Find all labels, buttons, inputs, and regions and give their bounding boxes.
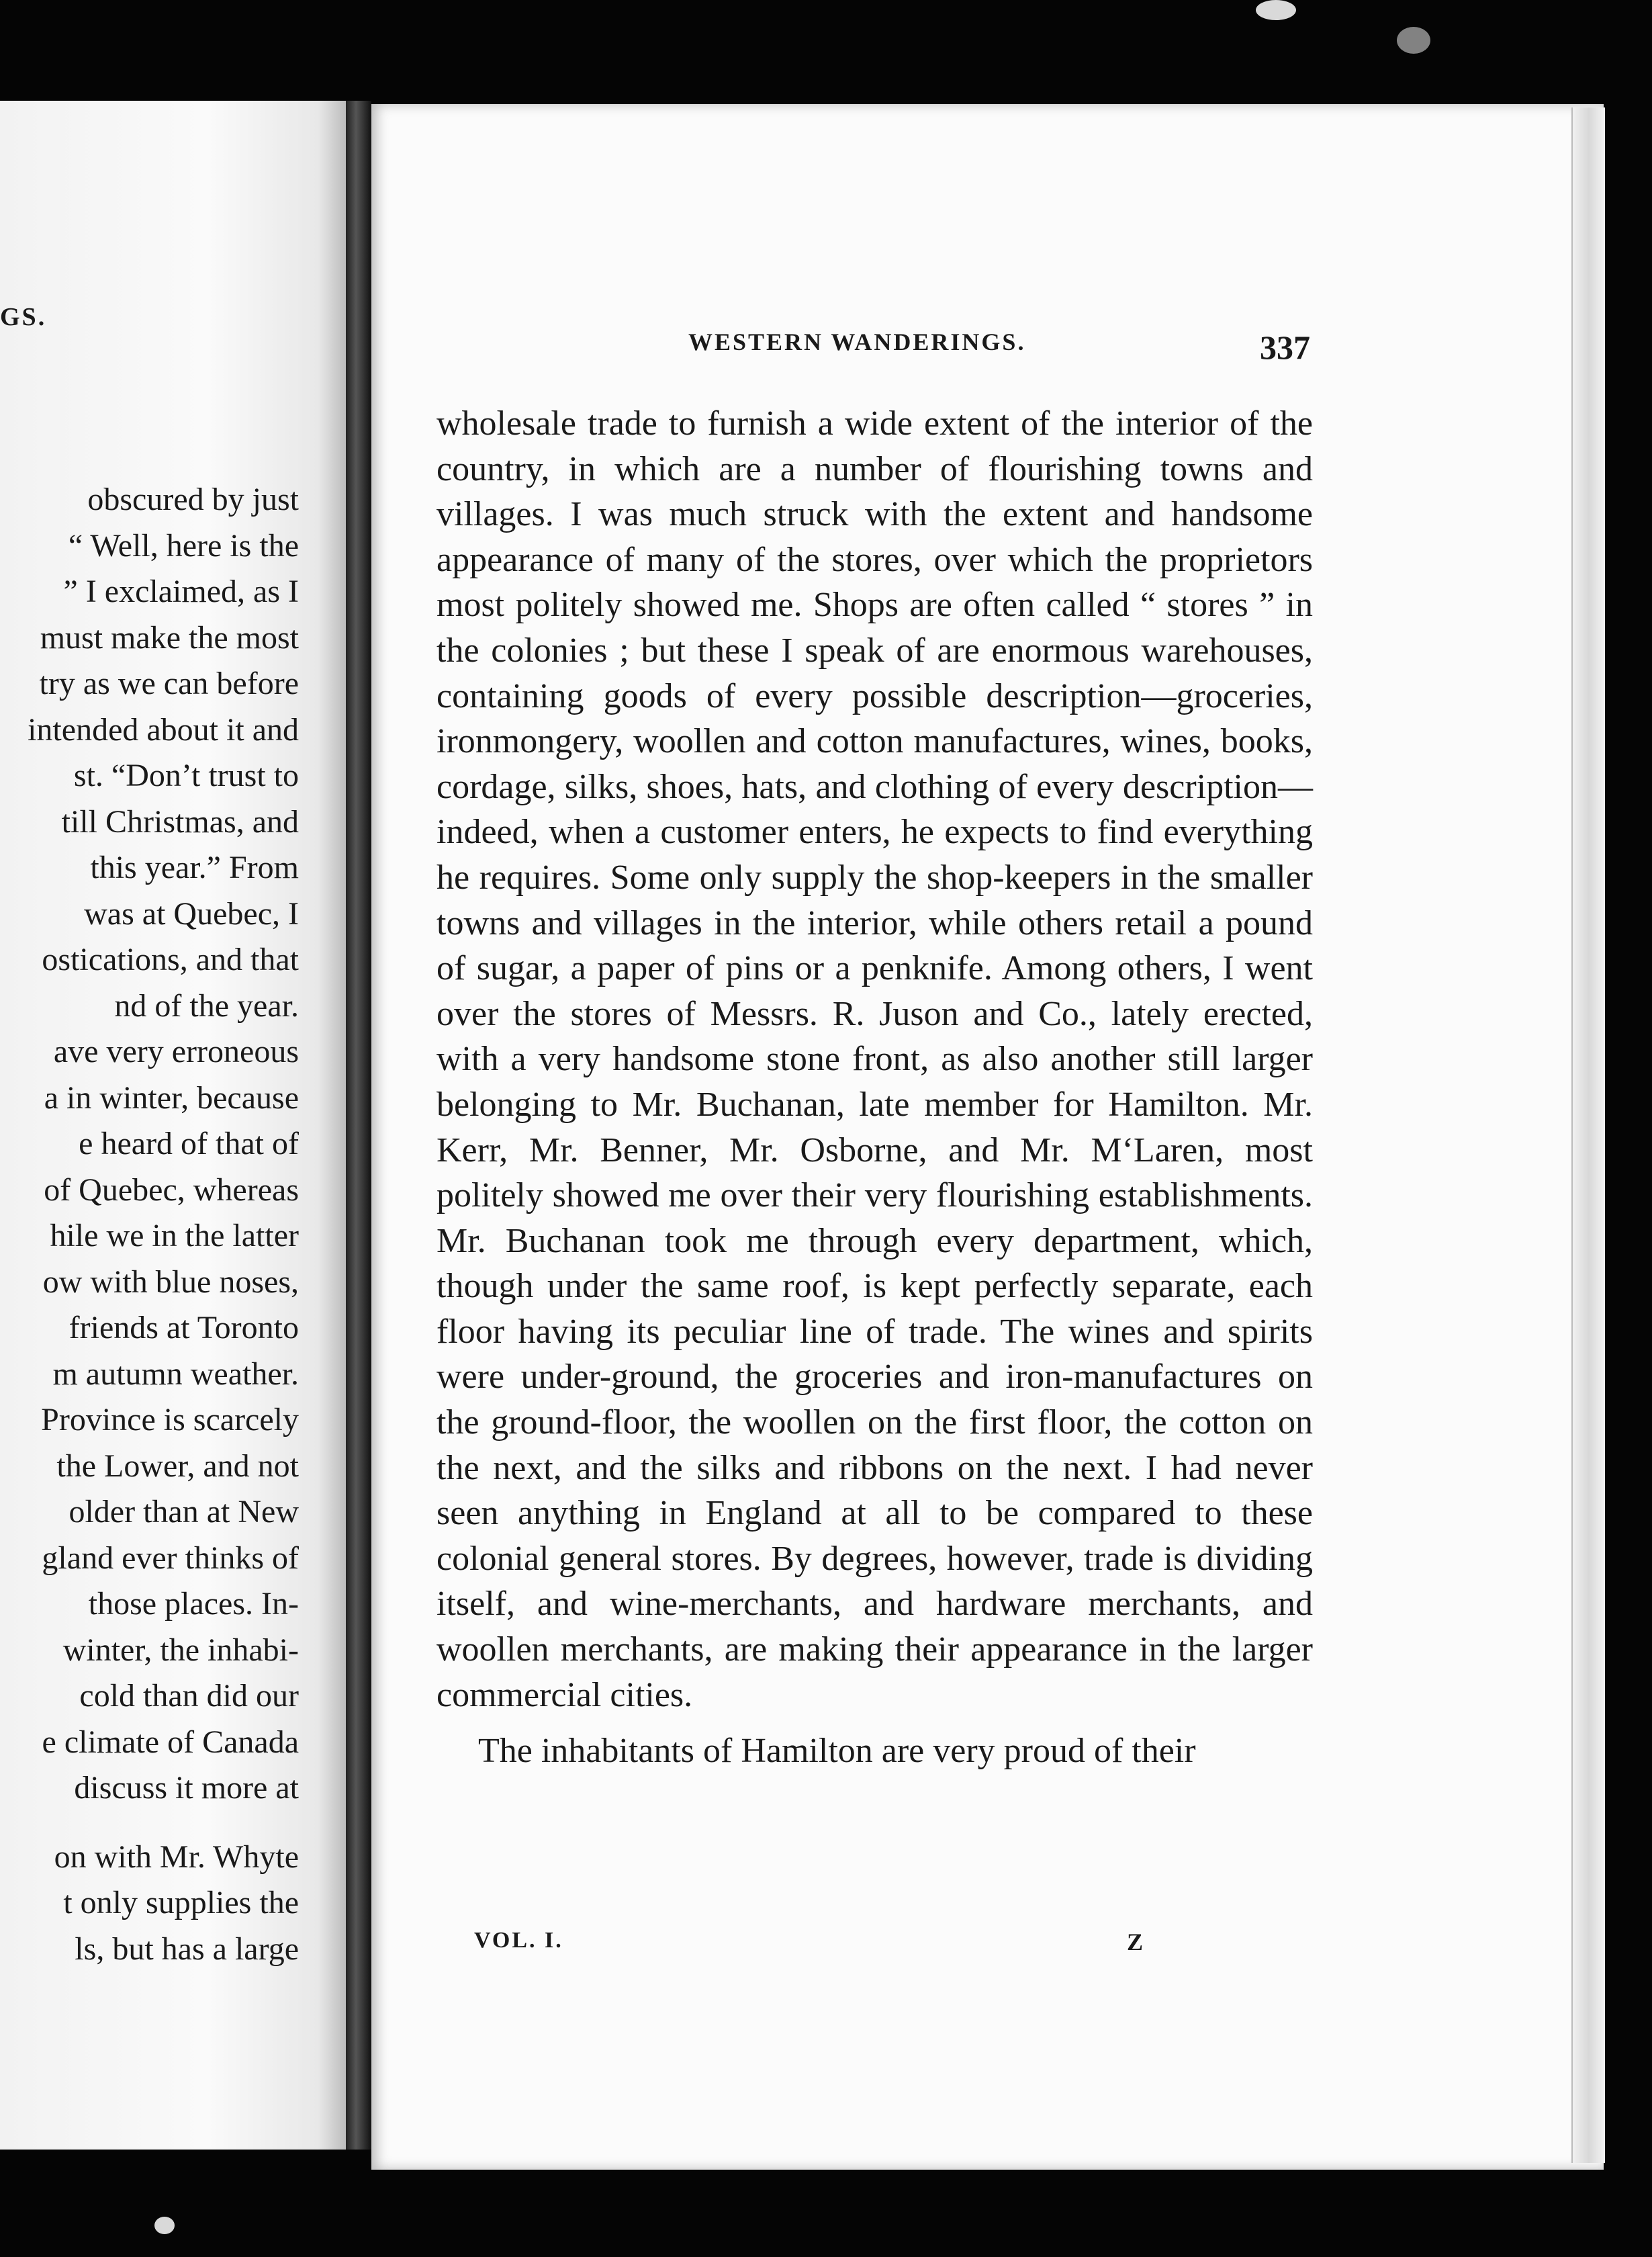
book-gutter	[346, 101, 371, 2150]
page-edge	[1571, 107, 1605, 2163]
left-text-line: e heard of that of	[79, 1126, 299, 1161]
left-text-line: was at Quebec, I	[84, 895, 299, 932]
left-text-line: intended about it and	[28, 711, 299, 748]
left-text-line: gland ever thinks of	[42, 1540, 299, 1576]
left-text-line: friends at Toronto	[68, 1310, 299, 1345]
paragraph-2: The inhabitants of Hamilton are very proud of their	[478, 1732, 1196, 1771]
left-text-line: on with Mr. Whyte	[54, 1839, 299, 1875]
left-text-line: “ Well, here is the	[68, 527, 299, 564]
scan-speck	[1397, 27, 1430, 54]
left-text-line: of Quebec, whereas	[44, 1171, 299, 1208]
footer-signature: Z	[1127, 1929, 1144, 1955]
left-text-line: ave very erroneous	[53, 1034, 299, 1069]
left-text-line: nd of the year.	[114, 987, 299, 1024]
scan-speck	[154, 2217, 175, 2234]
left-text-line: discuss it more at	[74, 1770, 299, 1806]
scan-speck	[1256, 0, 1296, 20]
left-page-text	[0, 477, 299, 1972]
left-text-line: Province is scarcely	[41, 1402, 299, 1437]
left-text-line: e climate of Canada	[42, 1724, 299, 1760]
left-text-line: cold than did our	[79, 1678, 299, 1714]
left-text-line: try as we can before	[39, 666, 299, 701]
footer-volume: VOL. I.	[474, 1928, 563, 1953]
left-text-line: the Lower, and not	[56, 1448, 299, 1484]
page-number: 337	[1260, 328, 1310, 366]
left-page	[0, 101, 346, 2150]
running-head: WESTERN WANDERINGS.	[688, 328, 1026, 355]
left-text-line: t only supplies the	[63, 1885, 299, 1920]
left-text-line: must make the most	[40, 619, 299, 656]
left-text-line: winter, the inhabi-	[62, 1632, 299, 1668]
left-running-head-fragment: GS.	[0, 303, 47, 331]
body-text	[437, 401, 1313, 1774]
left-text-line: ostications, and that	[42, 942, 299, 977]
left-text-line: ” I exclaimed, as I	[63, 574, 299, 609]
left-text-line: ls, but has a large	[75, 1931, 299, 1967]
left-text-line: ow with blue noses,	[42, 1264, 299, 1300]
left-text-line: this year.” From	[90, 850, 299, 885]
left-text-line: obscured by just	[87, 482, 299, 517]
left-text-line: a in winter, because	[44, 1079, 299, 1116]
left-text-line: till Christmas, and	[61, 803, 299, 840]
left-text-line: older than at New	[68, 1494, 299, 1530]
paragraph-1: wholesale trade to furnish a wide extent of the interior of the country, in which are a number of flourishing towns and villages. I was much struck with the extent and handsome appearance of many of the stores, over which the proprietors most politely showed me. Shops are often called “ stores ” in the colonies ; but these I speak of are enormous warehouses, containing goods of every possible description—groceries, ironmongery, woollen and cotton manufactures, wines, books, cordage, silks, shoes, hats, and clothing of every description—indeed, when a customer enters, he expects to find everything he requires. Some only supply the shop-keepers in the smaller towns and villages in the interior, while others retail a pound of sugar, a paper of pins or a penknife. Among others, I went over the stores of Messrs. R. Juson and Co., lately erected, with a very handsome stone front, as also another still larger belonging to Mr. Buchanan, late member for Hamilton. Mr. Kerr, Mr. Benner, Mr. Osborne, and Mr. M‘Laren, most politely showed me over their very flourishing establishments. Mr. Buchanan took me through every department, which, though under the same roof, is kept perfectly separate, each floor having its peculiar line of trade. The wines and spirits were under-ground, the groceries and iron-manufactures on the ground-floor, the woollen on the first floor, the cotton on the next, and the silks and ribbons on the next. I had never seen anything in England at all to be compared to these colonial general stores. By degrees, however, trade is dividing itself, and wine-merchants, and hardware merchants, and woollen merchants, are making their appearance in the larger commercial cities.	[437, 404, 1313, 1714]
left-text-line: st. “Don’t trust to	[73, 758, 299, 793]
left-text-line	[0, 1812, 299, 1834]
left-text-line: hile we in the latter	[50, 1218, 299, 1253]
left-text-line: those places. In-	[88, 1586, 299, 1622]
left-text-line: m autumn weather.	[52, 1356, 299, 1392]
